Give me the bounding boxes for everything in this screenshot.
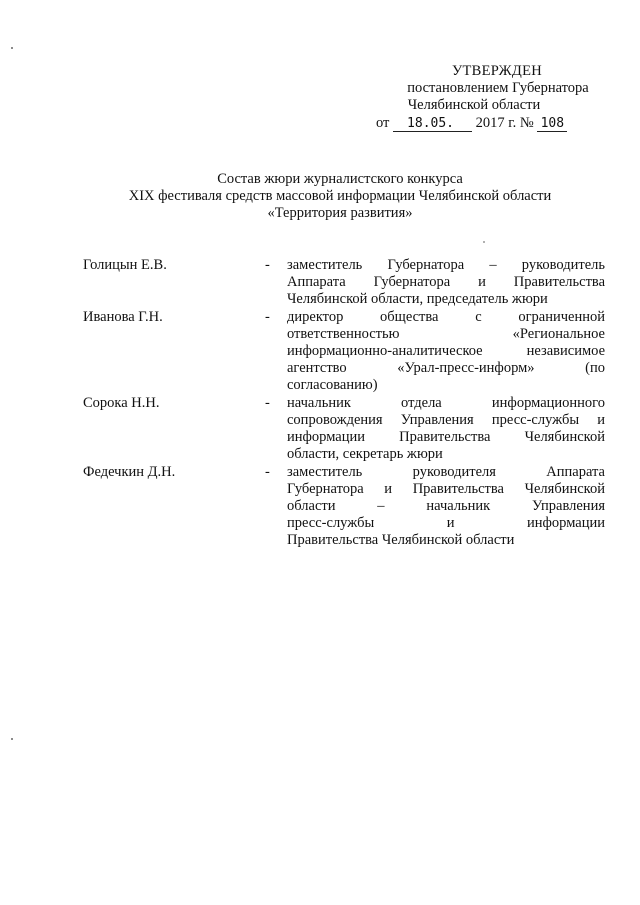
member-dash: -	[265, 464, 270, 480]
jury-member-row	[83, 257, 605, 308]
decree-number: 108	[537, 117, 567, 132]
approval-region-line: Челябинской области	[407, 97, 541, 113]
position-line: директор общества с ограниченной	[287, 309, 605, 325]
position-line: заместитель руководителя Аппарата	[287, 464, 605, 480]
position-line: заместитель Губернатора – руководитель	[287, 257, 605, 273]
member-name: Сорока Н.Н.	[83, 395, 160, 411]
approval-decree-line: постановлением Губернатора	[407, 80, 589, 96]
position-line: Челябинской области, председатель жюри	[287, 291, 548, 307]
position-line: агентство «Урал-пресс-информ» (по	[287, 360, 605, 376]
jury-list	[83, 257, 605, 549]
position-line: Правительства Челябинской области	[287, 532, 515, 548]
year-text: 2017 г. №	[475, 115, 534, 131]
position-line: области, секретарь жюри	[287, 446, 443, 462]
member-position	[287, 309, 605, 394]
jury-member-row	[83, 309, 605, 394]
decree-date: 18.05.	[393, 117, 472, 132]
position-line: Аппарата Губернатора и Правительства	[287, 274, 605, 290]
approval-title: УТВЕРЖДЕН	[451, 63, 543, 79]
member-dash: -	[265, 257, 270, 273]
position-line: пресс-службы и информации	[287, 515, 605, 531]
position-line: ответственностью «Региональное	[287, 326, 605, 342]
member-name: Голицын Е.В.	[83, 257, 167, 273]
document-title	[60, 171, 620, 222]
scan-speck	[483, 241, 485, 243]
position-line: информационно-аналитическое независимое	[287, 343, 605, 359]
approval-date-line	[376, 115, 606, 132]
member-position	[287, 395, 605, 463]
scan-speck	[11, 738, 13, 740]
position-line: Губернатора и Правительства Челябинской	[287, 481, 605, 497]
position-line: области – начальник Управления	[287, 498, 605, 514]
position-line: информации Правительства Челябинской	[287, 429, 605, 445]
jury-member-row	[83, 464, 605, 549]
title-line-3: «Территория развития»	[267, 205, 413, 221]
member-name: Федечкин Д.Н.	[83, 464, 176, 480]
date-prefix: от	[376, 115, 390, 131]
member-position	[287, 257, 605, 308]
title-line-1: Состав жюри журналистского конкурса	[217, 171, 463, 187]
title-line-2: XIX фестиваля средств массовой информации Челябинской области	[128, 188, 552, 204]
position-line: согласованию)	[287, 377, 378, 393]
jury-member-row	[83, 395, 605, 463]
position-line: сопровождения Управления пресс-службы и	[287, 412, 605, 428]
member-dash: -	[265, 395, 270, 411]
approval-block	[376, 63, 606, 132]
member-name: Иванова Г.Н.	[83, 309, 163, 325]
position-line: начальник отдела информационного	[287, 395, 605, 411]
member-position	[287, 464, 605, 549]
scan-speck	[11, 47, 13, 49]
member-dash: -	[265, 309, 270, 325]
